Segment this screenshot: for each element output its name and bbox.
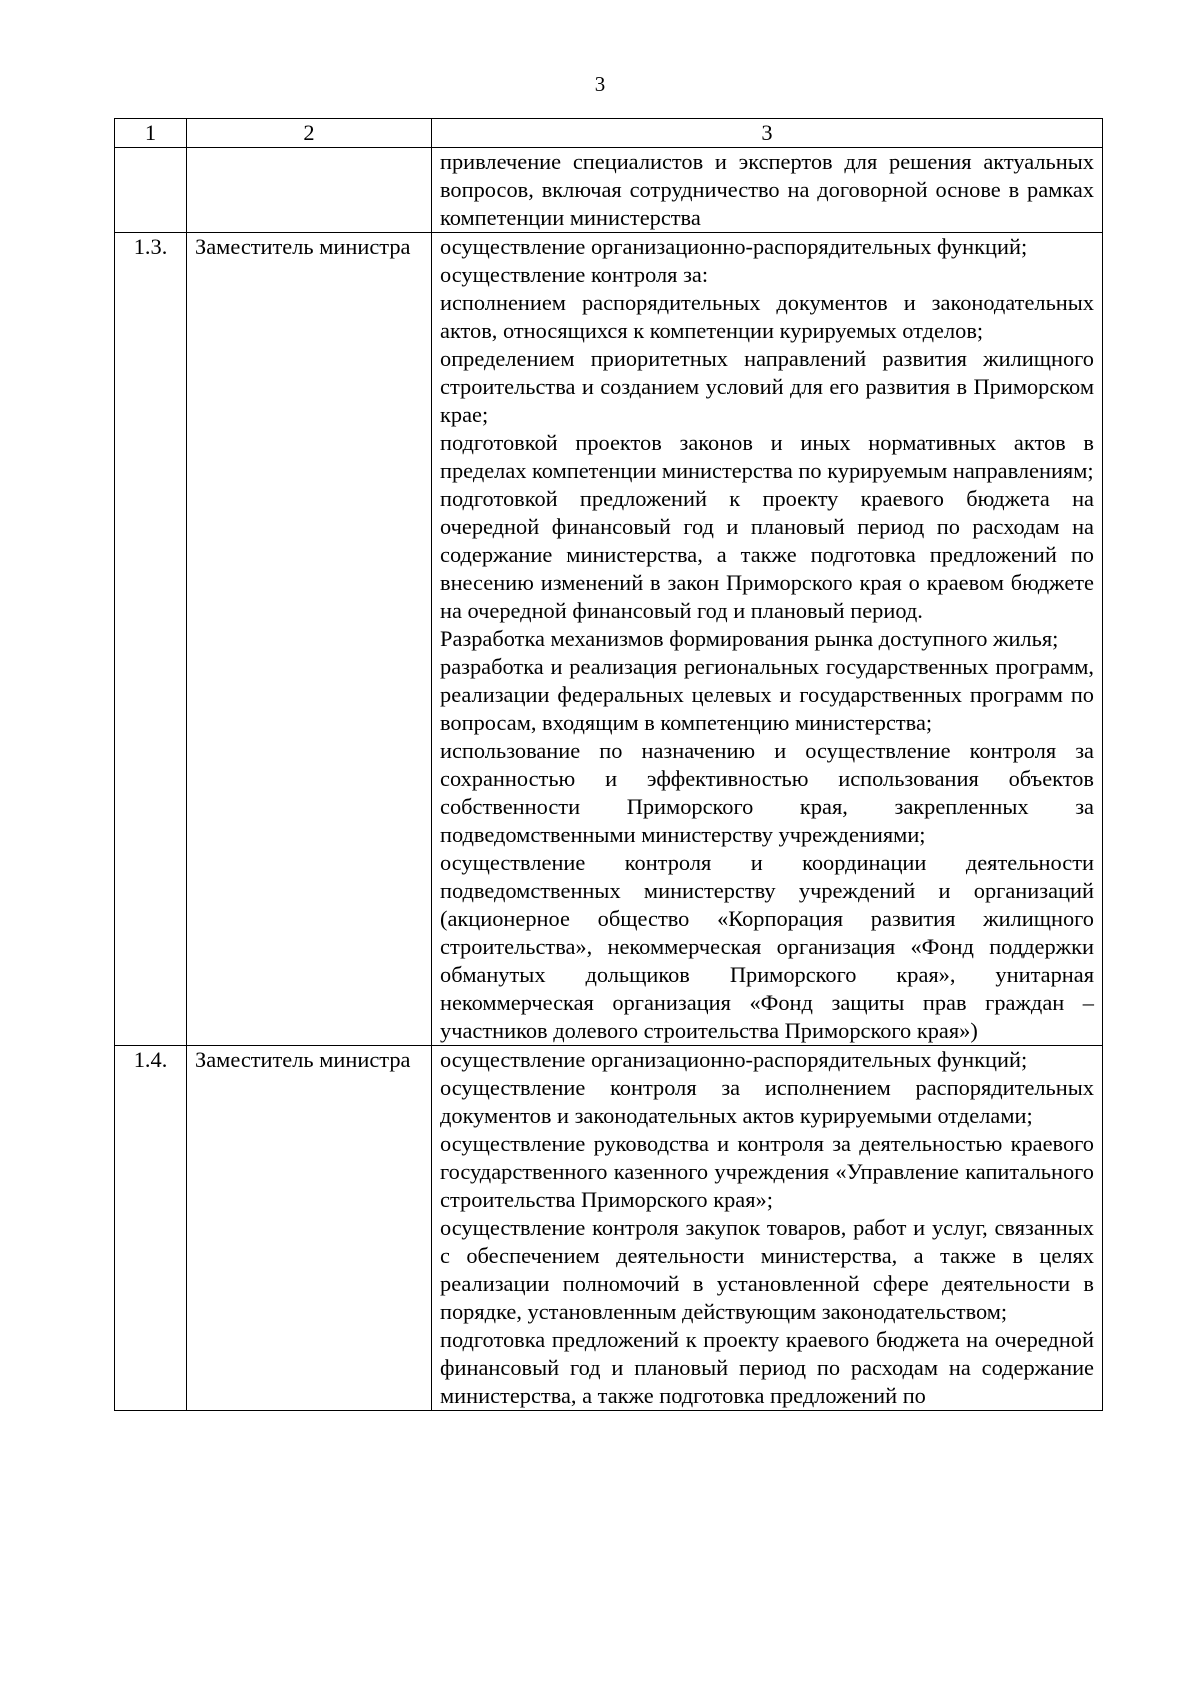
table-row [115,1046,1103,1411]
function-item: разработка и реализация региональных государственных программ, реализации федеральных целевых и государственных программ по вопросам, входящим в компетенцию министерства; [440,654,1094,735]
function-item: осуществление контроля за исполнением распорядительных документов и законодательных актов курируемыми отделами; [440,1075,1094,1128]
table-row [115,148,1103,233]
function-item: исполнением распорядительных документов и законодательных актов, относящихся к компетенции курируемых отделов; [440,290,1094,343]
function-item: осуществление контроля закупок товаров, работ и услуг, связанных с обеспечением деятельности министерства, а также в целях реализации полномочий в установленной сфере деятельности в порядке, установленным действующим законодательством; [440,1215,1094,1324]
functions-table [114,118,1103,1411]
function-item: осуществление организационно-распорядительных функций; [440,234,1028,259]
function-item: осуществление организационно-распорядительных функций; [440,1047,1028,1072]
header-col-3: 3 [432,119,1103,148]
position-cell: Заместитель министра [187,233,432,1046]
header-col-2: 2 [187,119,432,148]
function-item: осуществление контроля за: [440,262,709,287]
table-header-row [115,119,1103,148]
functions-cell [432,233,1103,1046]
position-cell [187,148,432,233]
row-number: 1.4. [115,1046,187,1411]
function-item: подготовка предложений к проекту краевого бюджета на очередной финансовый год и плановый период по расходам на содержание министерства, а также подготовка предложений по [440,1327,1094,1408]
function-item: подготовкой предложений к проекту краевого бюджета на очередной финансовый год и плановый период по расходам на содержание министерства, а также подготовка предложений по внесению изменений в закон Приморского края о краевом бюджете на очередной финансовый год и плановый период. [440,486,1094,623]
function-item: привлечение специалистов и экспертов для решения актуальных вопросов, включая сотрудничество на договорной основе в рамках компетенции министерства [440,149,1094,230]
function-item: осуществление контроля и координации деятельности подведомственных министерству учреждений и организаций (акционерное общество «Корпорация развития жилищного строительства», некоммерческая организация «Фонд поддержки обманутых дольщиков Приморского края», унитарная некоммерческая организация «Фонд защиты прав граждан – участников долевого строительства Приморского края») [440,850,1094,1043]
header-col-1: 1 [115,119,187,148]
table-row [115,233,1103,1046]
function-item: определением приоритетных направлений развития жилищного строительства и созданием условий для его развития в Приморском крае; [440,346,1094,427]
functions-cell [432,1046,1103,1411]
row-number [115,148,187,233]
position-cell: Заместитель министра [187,1046,432,1411]
page-number: 3 [594,72,606,96]
function-item: Разработка механизмов формирования рынка доступного жилья; [440,626,1059,651]
row-number: 1.3. [115,233,187,1046]
function-item: осуществление руководства и контроля за деятельностью краевого государственного казенного учреждения «Управление капитального строительства Приморского края»; [440,1131,1094,1212]
function-item: использование по назначению и осуществление контроля за сохранностью и эффективностью использования объектов собственности Приморского края, закрепленных за подведомственными министерству учреждениями; [440,738,1094,847]
functions-cell [432,148,1103,233]
function-item: подготовкой проектов законов и иных нормативных актов в пределах компетенции министерства по курируемым направлениям; [440,430,1094,483]
